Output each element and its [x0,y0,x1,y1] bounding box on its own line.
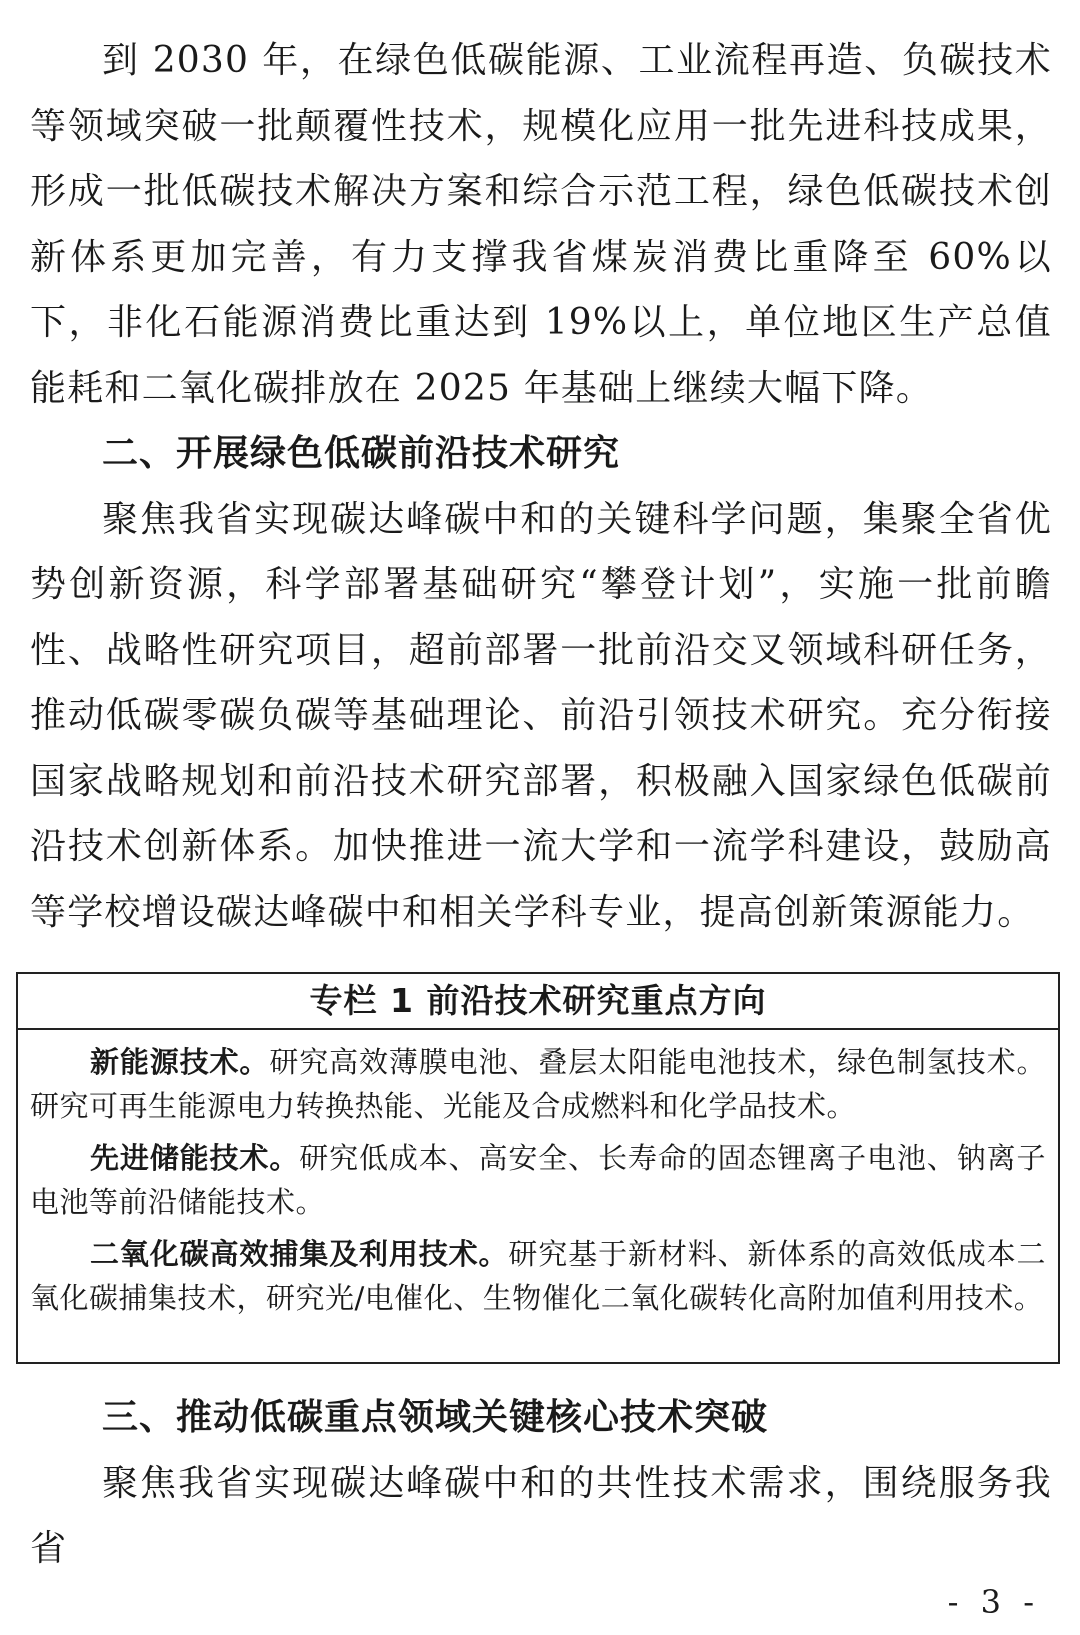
column-item-text: 研究高效薄膜电池、叠层太阳能电池技术，绿色制氢技术。研究可再生能源电力转换热能、光能及合成燃料和化学品技术。 [30,1045,1046,1123]
column-item-label: 新能源技术。 [90,1045,270,1079]
column-item-carbon-capture [30,1232,1046,1320]
column-item-energy-storage [30,1136,1046,1224]
column-box-body [18,1030,1058,1320]
paragraph-2030-targets: 到 2030 年，在绿色低碳能源、工业流程再造、负碳技术等领域突破一批颠覆性技术，规模化应用一批先进科技成果，形成一批低碳技术解决方案和综合示范工程，绿色低碳技术创新体系更加完善，有力支撑我省煤炭消费比重降至 60%以下，非化石能源消费比重达到 19%以上，单位地区生产总值能耗和二氧化碳排放在 2025 年基础上继续大幅下降。 [30,40,1052,409]
column-item-new-energy [30,1040,1046,1128]
column-item-label: 二氧化碳高效捕集及利用技术。 [90,1237,509,1271]
column-item-text: 研究低成本、高安全、长寿命的固态锂离子电池、钠离子电池等前沿储能技术。 [30,1141,1046,1219]
section-3 [30,1385,1052,1582]
column-box-1 [16,972,1060,1364]
column-box-title: 专栏 1 前沿技术研究重点方向 [18,974,1058,1030]
section-heading-3: 三、推动低碳重点领域关键核心技术突破 [102,1397,769,1438]
page-number: - 3 - [947,1583,1040,1621]
paragraph-frontier-research: 聚焦我省实现碳达峰碳中和的关键科学问题，集聚全省优势创新资源，科学部署基础研究“攀登计划”，实施一批前瞻性、战略性研究项目，超前部署一批前沿交叉领域科研任务，推动低碳零碳负碳等基础理论、前沿引领技术研究。充分衔接国家战略规划和前沿技术研究部署，积极融入国家绿色低碳前沿技术创新体系。加快推进一流大学和一流学科建设，鼓励高等学校增设碳达峰碳中和相关学科专业，提高创新策源能力。 [30,498,1052,933]
section-heading-2: 二、开展绿色低碳前沿技术研究 [102,433,621,474]
paragraph-key-technologies: 聚焦我省实现碳达峰碳中和的共性技术需求，围绕服务我省 [30,1462,1052,1569]
document-body [30,28,1052,945]
column-item-text: 研究基于新材料、新体系的高效低成本二氧化碳捕集技术，研究光/电催化、生物催化二氧化碳转化高附加值利用技术。 [30,1237,1046,1315]
column-item-label: 先进储能技术。 [90,1141,300,1175]
